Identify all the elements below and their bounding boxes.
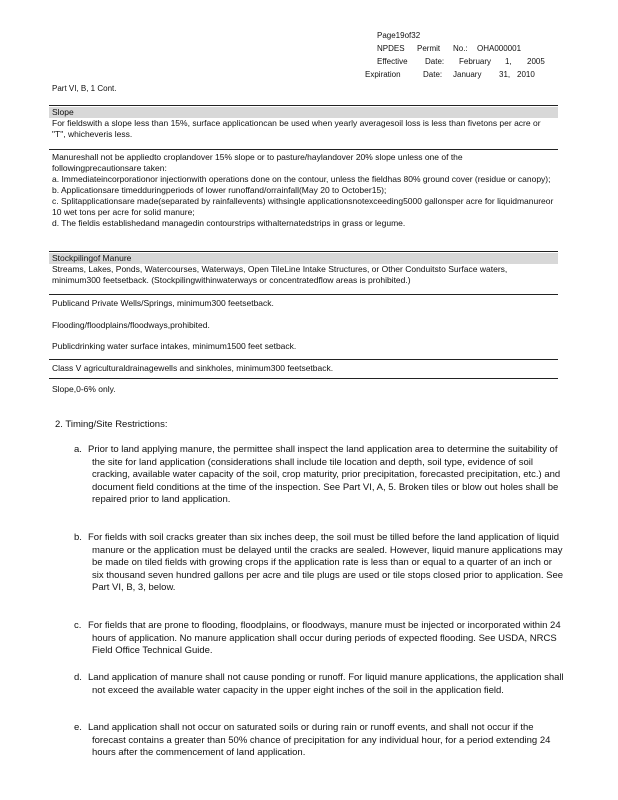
effective-day: 1, (505, 57, 512, 66)
divider (49, 251, 558, 252)
slope-section (52, 107, 556, 140)
expiration-year: 2010 (517, 70, 535, 79)
item-text: Land application of manure shall not cause ponding or runoff. For liquid manure applications, the application shall not exceed the available water capacity in the upper eight inches of the soil in the application field. (88, 672, 564, 696)
effective-date-line (377, 56, 545, 68)
page-number-text: Page19of32 (377, 31, 421, 40)
slope-text: For fieldswith a slope less than 15%, surface applicationcan be used when yearly averagesoil loss is less than fivetons per acre or "T", whicheveris less. (52, 118, 541, 139)
manure-line: followingprecautionsare taken: (52, 163, 167, 173)
permit-number: OHA000001 (477, 44, 522, 53)
item-text: Prior to land applying manure, the permittee shall inspect the land application area to determine the suitability of the site for land application (considerations shall include tile location and depth, soil type, evidence of soil cracking, available water capacity of the soil, crop maturity, prior precipitation, forecasted precipitation, etc.) and document field conditions at the time of the inspection. See Part VI, A, 5. Broken tiles or blow out holes shall be repaired prior to land application. (88, 444, 561, 505)
divider (49, 149, 558, 150)
timing-item-e (74, 722, 564, 760)
timing-item-b (74, 532, 564, 595)
manure-line: a. Immediateincorporationor injectionwith operations done on the contour, unless the fieldhas 80% ground cover (residue or canopy); (52, 174, 551, 184)
effective-year: 2005 (527, 57, 545, 66)
slope-limit-text: Slope,0-6% only. (52, 384, 116, 394)
item-label: c. (74, 620, 82, 631)
no-label: No.: (453, 44, 468, 53)
permit-label: Permit (417, 44, 441, 53)
stockpiling-title: Stockpilingof Manure (52, 253, 132, 263)
flooding-text: Flooding/floodplains/floodways,prohibited. (52, 320, 210, 330)
item-label: d. (74, 672, 82, 683)
page-number (377, 30, 420, 42)
wells-text: Publicand Private Wells/Springs, minimum300 feetsetback. (52, 298, 274, 308)
expiration-month: January (453, 70, 482, 79)
stockpiling-section (52, 253, 556, 286)
effective-month: February (459, 57, 492, 66)
timing-item-c (74, 620, 564, 658)
slope-title: Slope (52, 107, 74, 117)
drinking-water-text: Publicdrinking water surface intakes, minimum1500 feet setback. (52, 341, 297, 351)
permit-number-line (377, 43, 521, 55)
item-label: a. (74, 444, 82, 455)
manure-line: b. Applicationsare timedduringperiods of lower runoffand/orrainfall(May 20 to October15); (52, 185, 387, 195)
npdes-label: NPDES (377, 44, 405, 53)
divider (49, 378, 558, 379)
item-label: e. (74, 722, 82, 733)
effective-label: Effective (377, 57, 408, 66)
expiration-label: Expiration (365, 70, 401, 79)
timing-item-d (74, 672, 564, 697)
divider (49, 359, 558, 360)
manure-section (52, 152, 556, 229)
effective-date-label: Date: (425, 57, 445, 66)
timing-item-a (74, 444, 564, 507)
expiration-date-line (365, 69, 535, 81)
manure-line: Manureshall not be appliedto croplandover 15% slope or to pasture/haylandover 20% slope unless one of the (52, 152, 463, 162)
item-text: For fields that are prone to flooding, floodplains, or floodways, manure must be injected or incorporated within 24 hours of application. No manure application shall occur during periods of expected flooding. See USDA, NRCS Field Office Technical Guide. (88, 620, 561, 656)
divider (49, 294, 558, 295)
manure-line: c. Splitapplicationsare made(separated by rainfallevents) withsingle applicationsnotexceeding5000 gallonsper acre for liquidmanureor 10 wet tons per acre for solid manure; (52, 196, 554, 217)
item-label: b. (74, 532, 82, 543)
timing-heading: 2. Timing/Site Restrictions: (55, 419, 168, 430)
class-v-text: Class V agriculturaldrainagewells and sinkholes, minimum300 feetsetback. (52, 363, 334, 373)
part-label: Part VI, B, 1 Cont. (52, 84, 117, 93)
stockpiling-text: Streams, Lakes, Ponds, Watercourses, Waterways, Open TileLine Intake Structures, or Other Conduitsto Surface waters, minimum300 feetsetback. (Stockpilingwithinwaterways or concentratedflow areas is prohibited.) (52, 264, 508, 285)
expiration-date-label: Date: (423, 70, 443, 79)
item-text: For fields with soil cracks greater than six inches deep, the soil must be tilled before the land application of liquid manure or the application must be delayed until the cracks are sealed. However, liquid manure applications may be made on tiled fields with growing crops if the application rate is less than or equal to a quarter of an inch or six thousand seven hundred gallons per acre and tile plugs are used or tile stops closed prior to application. See Part VI, B, 3, below. (88, 532, 564, 593)
item-text: Land application shall not occur on saturated soils or during rain or runoff events, and shall not occur if the forecast contains a greater than 50% chance of precipitation for any individual hour, for a period extending 24 hours after the commencement of land application. (88, 722, 551, 758)
divider (49, 105, 558, 106)
manure-line: d. The fieldis establishedand managedin contourstrips withalternatedstrips in grass or legume. (52, 218, 406, 228)
expiration-day: 31, (499, 70, 511, 79)
